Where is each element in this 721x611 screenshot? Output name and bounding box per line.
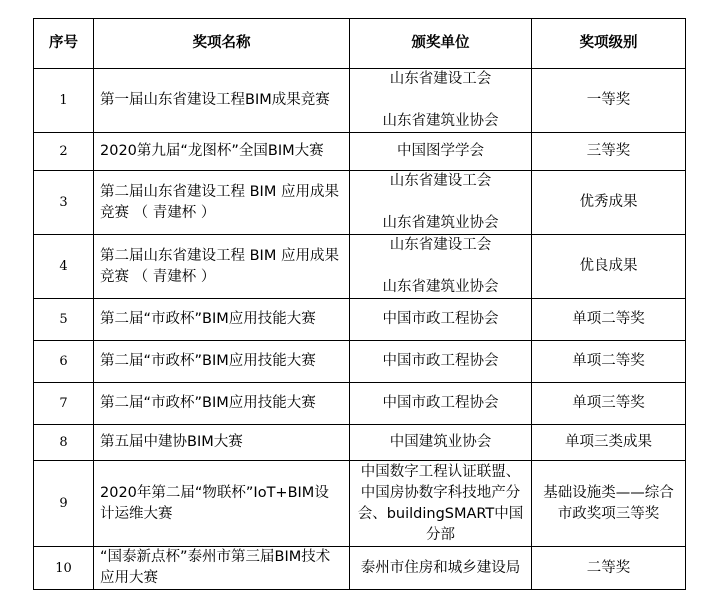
cell-issuer xyxy=(350,133,532,171)
issuer-line: 泰州市住房和城乡建设局 xyxy=(360,559,521,576)
cell-no: 6 xyxy=(34,341,94,383)
table-row xyxy=(34,383,686,425)
cell-level: 单项二等奖 xyxy=(532,299,686,341)
issuer-gap xyxy=(356,256,525,277)
table-row xyxy=(34,341,686,383)
issuer-gap xyxy=(356,192,525,213)
cell-level: 优秀成果 xyxy=(532,171,686,235)
issuer-line: 中国图学学会 xyxy=(397,143,484,159)
issuer-line: 山东省建筑业协会 xyxy=(382,113,499,129)
cell-no: 2 xyxy=(34,133,94,171)
cell-award-name: 第五届中建协BIM大赛 xyxy=(94,425,350,461)
cell-level: 二等奖 xyxy=(532,547,686,590)
cell-level: 三等奖 xyxy=(532,133,686,171)
table-row xyxy=(34,171,686,235)
issuer-line: 山东省建设工会 xyxy=(389,71,492,87)
cell-level: 单项三类成果 xyxy=(532,425,686,461)
cell-level: 基础设施类——综合市政奖项三等奖 xyxy=(532,461,686,547)
cell-award-name: 第二届山东省建设工程 BIM 应用成果竞赛 （ 青建杯 ） xyxy=(94,235,350,299)
cell-award-name: 2020第九届“龙图杯”全国BIM大赛 xyxy=(94,133,350,171)
issuer-line: 中国市政工程协会 xyxy=(382,395,499,411)
cell-issuer xyxy=(350,69,532,133)
issuer-line: 山东省建设工会 xyxy=(389,173,492,189)
cell-issuer xyxy=(350,299,532,341)
cell-issuer xyxy=(350,171,532,235)
cell-award-name: 第二届“市政杯”BIM应用技能大赛 xyxy=(94,341,350,383)
cell-no: 8 xyxy=(34,425,94,461)
cell-level: 一等奖 xyxy=(532,69,686,133)
issuer-gap xyxy=(356,90,525,111)
cell-level: 优良成果 xyxy=(532,235,686,299)
cell-no: 1 xyxy=(34,69,94,133)
cell-level: 单项三等奖 xyxy=(532,383,686,425)
issuer-line: 中国市政工程协会 xyxy=(382,311,499,327)
table-row xyxy=(34,299,686,341)
cell-no: 10 xyxy=(34,547,94,590)
cell-issuer xyxy=(350,341,532,383)
cell-issuer xyxy=(350,425,532,461)
cell-issuer xyxy=(350,547,532,590)
awards-table xyxy=(33,18,686,590)
cell-award-name: 2020年第二届“物联杯”IoT+BIM设计运维大赛 xyxy=(94,461,350,547)
table-body xyxy=(34,69,686,590)
cell-no: 3 xyxy=(34,171,94,235)
issuer-line: 山东省建设工会 xyxy=(389,237,492,253)
cell-issuer xyxy=(350,235,532,299)
cell-award-name: 第一届山东省建设工程BIM成果竞赛 xyxy=(94,69,350,133)
table-row xyxy=(34,547,686,590)
header-level: 奖项级别 xyxy=(532,19,686,69)
header-row xyxy=(34,19,686,69)
table-row xyxy=(34,133,686,171)
table-row xyxy=(34,461,686,547)
cell-award-name: “国泰新点杯”泰州市第三届BIM技术应用大赛 xyxy=(94,547,350,590)
issuer-line: 山东省建筑业协会 xyxy=(382,279,499,295)
header-issuer: 颁奖单位 xyxy=(350,19,532,69)
cell-award-name: 第二届山东省建设工程 BIM 应用成果竞赛 （ 青建杯 ） xyxy=(94,171,350,235)
table-row xyxy=(34,235,686,299)
cell-no: 5 xyxy=(34,299,94,341)
cell-award-name: 第二届“市政杯”BIM应用技能大赛 xyxy=(94,299,350,341)
table-row xyxy=(34,425,686,461)
header-no: 序号 xyxy=(34,19,94,69)
cell-level: 单项二等奖 xyxy=(532,341,686,383)
cell-issuer xyxy=(350,383,532,425)
issuer-line: 中国市政工程协会 xyxy=(382,353,499,369)
issuer-line: 中国数字工程认证联盟、中国房协数字科技地产分会、buildingSMART中国分部 xyxy=(357,463,524,543)
cell-no: 7 xyxy=(34,383,94,425)
issuer-line: 山东省建筑业协会 xyxy=(382,215,499,231)
issuer-line: 中国建筑业协会 xyxy=(389,434,492,450)
cell-issuer xyxy=(350,461,532,547)
header-award-name: 奖项名称 xyxy=(94,19,350,69)
cell-no: 9 xyxy=(34,461,94,547)
cell-no: 4 xyxy=(34,235,94,299)
cell-award-name: 第二届“市政杯”BIM应用技能大赛 xyxy=(94,383,350,425)
table-row xyxy=(34,69,686,133)
